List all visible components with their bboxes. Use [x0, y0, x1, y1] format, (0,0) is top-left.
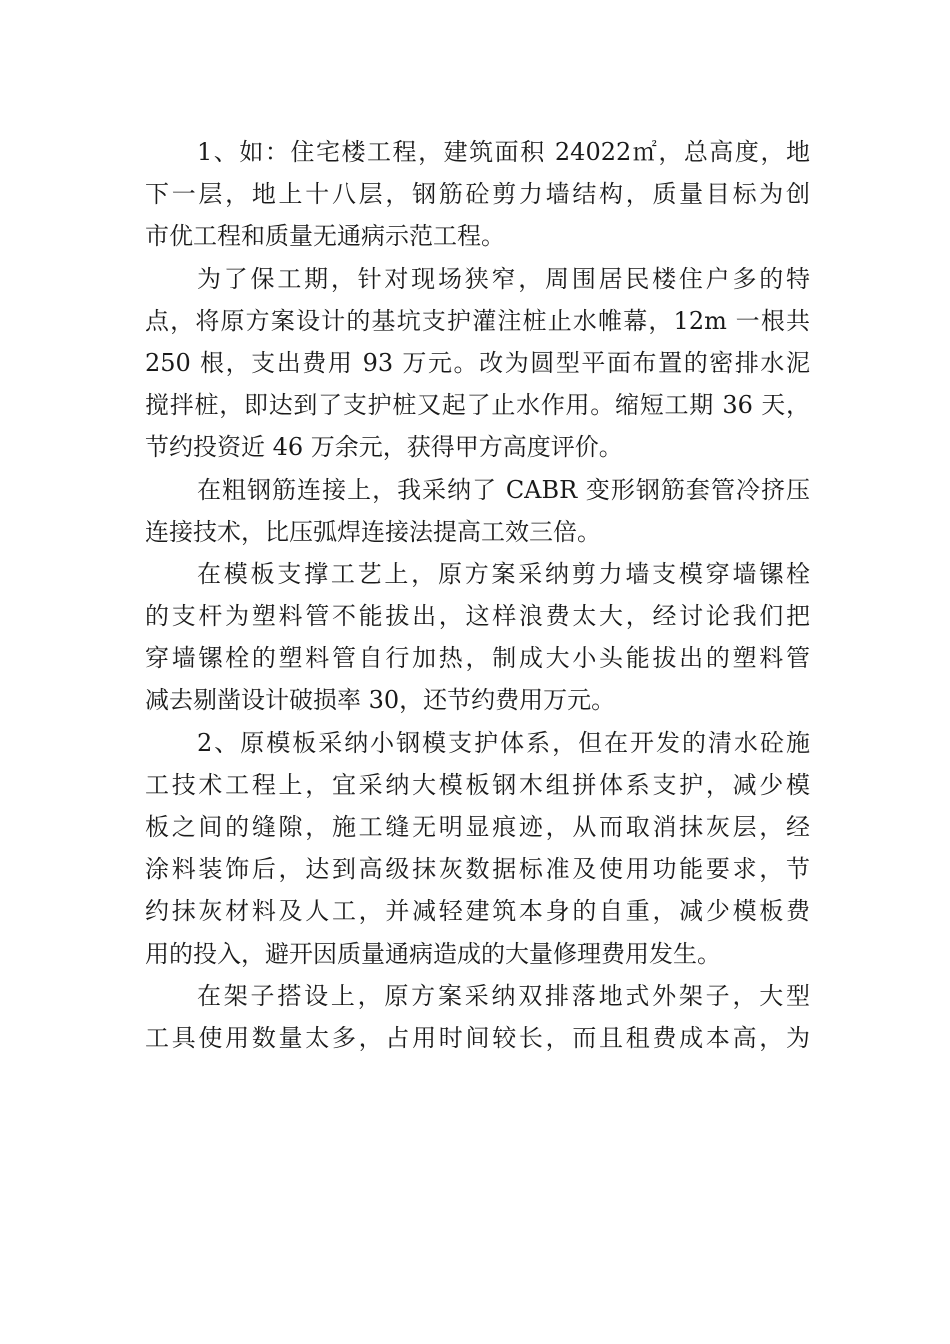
- paragraph-2-line-1: 为了保工期，针对现场狭窄，周围居民楼住户多的特: [197, 264, 810, 293]
- paragraph-3-line-2: 连接技术，比压弧焊连接法提高工效三倍。: [145, 517, 601, 546]
- body-text: [145, 131, 810, 1059]
- paragraph-6-line-2: 工具使用数量太多，占用时间较长，而且租费成本高，为: [145, 1023, 810, 1052]
- paragraph-2-line-3: 250 根，支出费用 93 万元。改为圆型平面布置的密排水泥: [145, 348, 810, 377]
- paragraph-5-line-4: 涂料装饰后，达到高级抹灰数据标准及使用功能要求，节: [145, 855, 810, 884]
- paragraph-2-line-2: 点，将原方案设计的基坑支护灌注桩止水帷幕，12m 一根共: [145, 306, 810, 335]
- paragraph-5-line-1: 2、原模板采纳小钢模支护体系，但在开发的清水砼施: [197, 728, 810, 757]
- paragraph-1-line-2: 下一层，地上十八层，钢筋砼剪力墙结构，质量目标为创: [145, 180, 810, 209]
- paragraph-5-line-2: 工技术工程上，宜采纳大模板钢木组拼体系支护，减少模: [145, 770, 810, 799]
- paragraph-1-line-1: 1、如：住宅楼工程，建筑面积 24022㎡，总高度，地: [197, 138, 810, 166]
- paragraph-6-line-1: 在架子搭设上，原方案采纳双排落地式外架子，大型: [197, 981, 810, 1010]
- paragraph-4-line-1: 在模板支撑工艺上，原方案采纳剪力墙支模穿墙镙栓: [197, 559, 810, 588]
- paragraph-4-line-3: 穿墙镙栓的塑料管自行加热，制成大小头能拔出的塑料管: [145, 644, 810, 673]
- paragraph-1-line-3: 市优工程和质量无通病示范工程。: [145, 222, 505, 251]
- paragraph-5-line-5: 约抹灰材料及人工，并减轻建筑本身的自重，减少模板费: [145, 897, 810, 926]
- paragraph-5-line-6: 用的投入，避开因质量通病造成的大量修理费用发生。: [145, 939, 721, 968]
- paragraph-4-line-4: 减去剔凿设计破损率 30，还节约费用万元。: [145, 686, 616, 715]
- paragraph-2-line-5: 节约投资近 46 万余元，获得甲方高度评价。: [145, 433, 623, 462]
- paragraph-4-line-2: 的支杆为塑料管不能拔出，这样浪费太大，经讨论我们把: [145, 602, 810, 631]
- paragraph-5-line-3: 板之间的缝隙，施工缝无明显痕迹，从而取消抹灰层，经: [145, 813, 810, 841]
- paragraph-2-line-4: 搅拌桩，即达到了支护桩又起了止水作用。缩短工期 36 天，: [145, 391, 810, 420]
- paragraph-3-line-1: 在粗钢筋连接上，我采纳了 CABR 变形钢筋套管冷挤压: [197, 475, 810, 504]
